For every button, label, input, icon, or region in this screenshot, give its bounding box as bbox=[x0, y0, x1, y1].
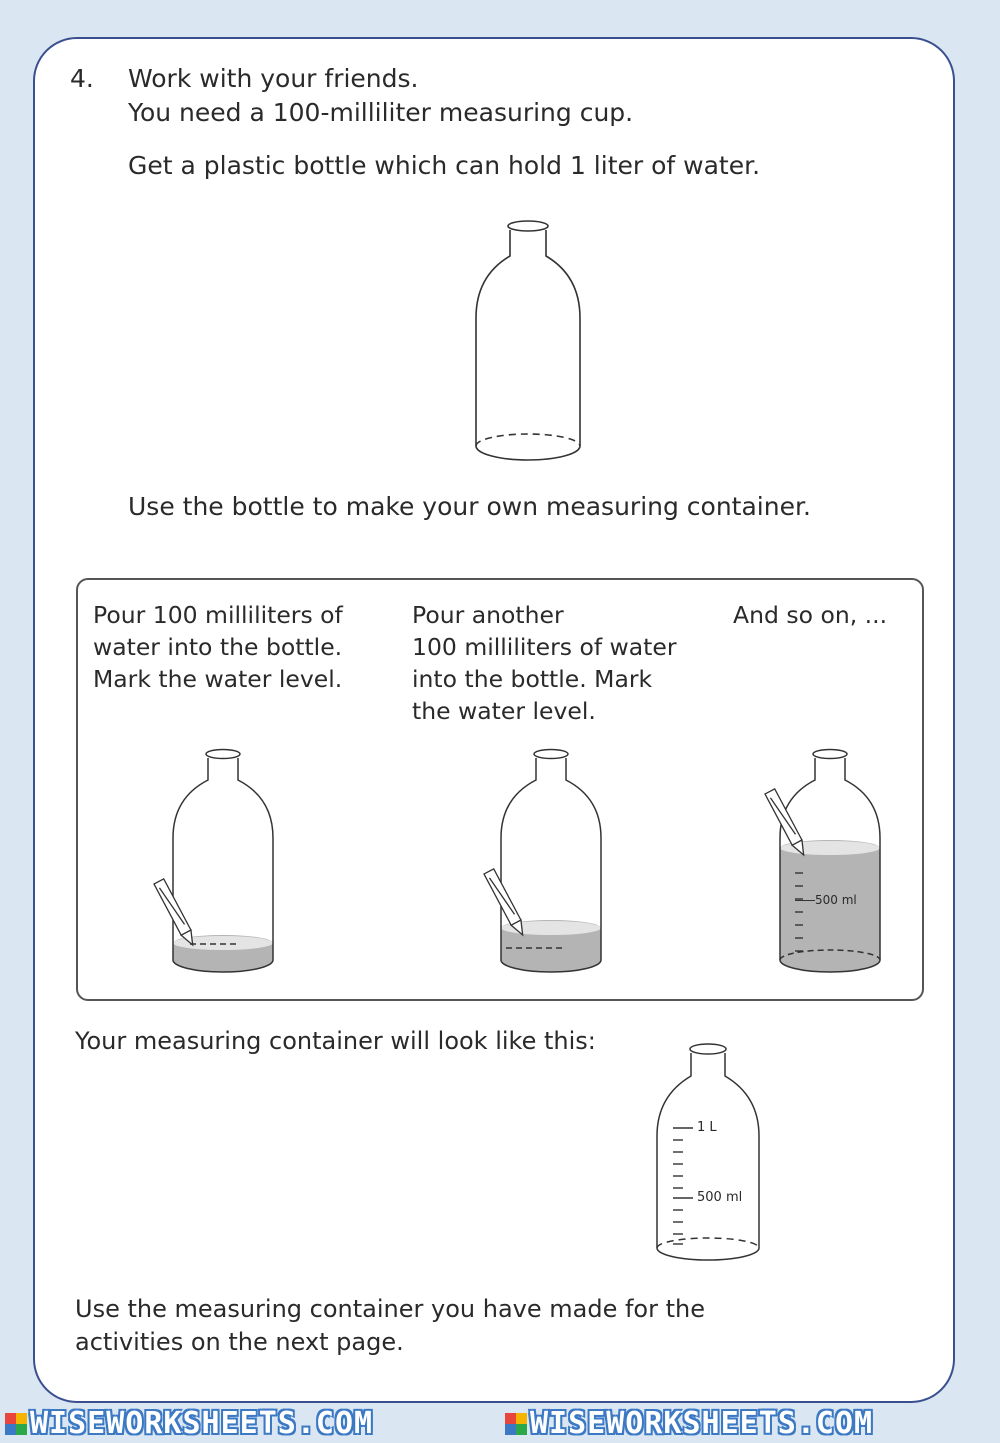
watermark-text: WISEWORKSHEETS.COM bbox=[530, 1406, 874, 1441]
step-2-line: Pour another bbox=[412, 601, 564, 629]
closing-line-2: activities on the next page. bbox=[75, 1328, 404, 1356]
result-caption: Your measuring container will look like this: bbox=[75, 1027, 596, 1055]
step-1-line: water into the bottle. bbox=[93, 633, 343, 661]
step-3-text bbox=[733, 599, 887, 631]
step-2-bottle-illustration bbox=[496, 748, 606, 978]
final-container-illustration bbox=[653, 1040, 763, 1270]
instruction-line-2: You need a 100-milliliter measuring cup. bbox=[128, 98, 634, 127]
step-2-text bbox=[412, 599, 677, 727]
question-number: 4. bbox=[70, 64, 94, 93]
step-2-line: into the bottle. Mark bbox=[412, 665, 653, 693]
mark-500-label: 500 ml bbox=[815, 893, 857, 907]
final-500ml-label: 500 ml bbox=[697, 1190, 743, 1205]
closing-line-1: Use the measuring container you have made for the bbox=[75, 1295, 705, 1323]
step-3-500ml-mark bbox=[795, 893, 857, 907]
step-1-text bbox=[93, 599, 343, 695]
final-1l-label: 1 L bbox=[697, 1120, 717, 1135]
step-2-line: the water level. bbox=[412, 697, 596, 725]
brand-logo-icon bbox=[505, 1413, 527, 1435]
step-3-bottle-illustration bbox=[775, 748, 885, 978]
watermark-text: WISEWORKSHEETS.COM bbox=[30, 1406, 374, 1441]
instruction-line-1: Work with your friends. bbox=[128, 64, 419, 93]
step-1-line: Pour 100 milliliters of bbox=[93, 601, 343, 629]
step-3-line: And so on, ... bbox=[733, 601, 888, 629]
brand-logo-icon bbox=[5, 1413, 27, 1435]
step-2-line: 100 milliliters of water bbox=[412, 633, 677, 661]
instruction-line-3: Get a plastic bottle which can hold 1 liter of water. bbox=[128, 151, 761, 180]
step-1-line: Mark the water level. bbox=[93, 665, 343, 693]
instruction-line-4: Use the bottle to make your own measuring container. bbox=[128, 492, 811, 521]
step-1-bottle-illustration bbox=[168, 748, 278, 978]
empty-bottle-illustration bbox=[468, 218, 588, 468]
